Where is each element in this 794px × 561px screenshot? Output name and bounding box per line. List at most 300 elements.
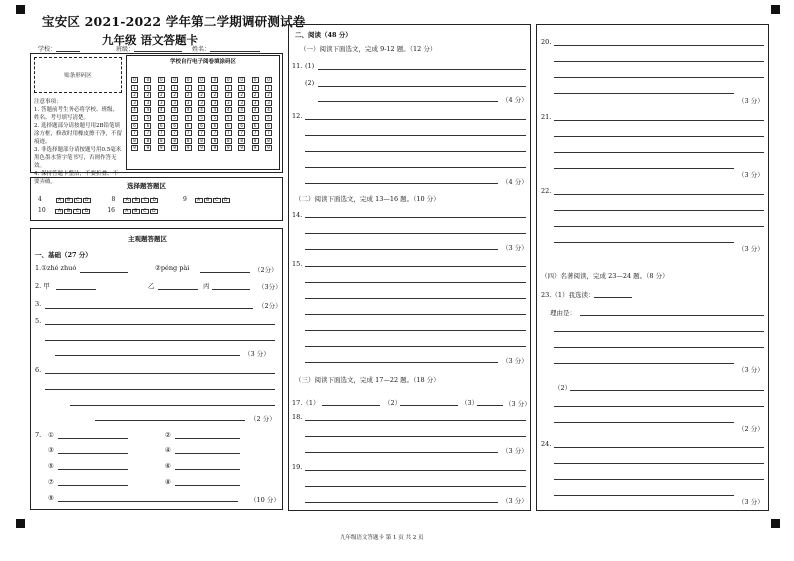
q22-answer-line[interactable] bbox=[554, 194, 764, 195]
id-grid-cell[interactable]: 1 bbox=[171, 85, 178, 91]
q24-answer-line[interactable] bbox=[554, 495, 734, 496]
id-grid-cell[interactable]: 4 bbox=[198, 107, 205, 113]
q1-score: （2分） bbox=[254, 266, 278, 274]
id-grid-column bbox=[198, 77, 207, 153]
q23-answer-line[interactable] bbox=[554, 422, 734, 423]
q11-answer-line[interactable] bbox=[318, 69, 526, 70]
choice-q8-b[interactable]: B bbox=[132, 198, 140, 203]
id-grid-cell[interactable]: 8 bbox=[171, 138, 178, 144]
q24-score: （3 分） bbox=[738, 498, 764, 506]
q7-item-5: ⑤ bbox=[48, 462, 54, 470]
q2-c-label: 丙 bbox=[203, 282, 210, 290]
id-grid-cell[interactable]: 1 bbox=[144, 85, 151, 91]
id-grid-cell[interactable]: 1 bbox=[131, 85, 138, 91]
q22-label: 22. bbox=[541, 187, 552, 195]
choice-q4-num: 4 bbox=[38, 196, 42, 203]
choice-q16-b[interactable]: B bbox=[132, 209, 140, 214]
q7-item-9: ⑨ bbox=[48, 494, 54, 502]
id-grid-cell[interactable]: 4 bbox=[131, 107, 138, 113]
choice-q9-a[interactable]: A bbox=[195, 198, 203, 203]
q23-score-2: （2 分） bbox=[738, 425, 764, 433]
id-grid-cell[interactable]: 8 bbox=[252, 138, 259, 144]
name-field-line[interactable] bbox=[210, 51, 260, 52]
q15-answer-line[interactable] bbox=[305, 266, 526, 267]
notes-block bbox=[34, 98, 122, 186]
id-grid-cell[interactable]: 8 bbox=[225, 138, 232, 144]
id-grid-cell[interactable]: 0 bbox=[131, 77, 138, 83]
name-field-label: 姓名： bbox=[192, 46, 211, 53]
q19-answer-line[interactable] bbox=[305, 502, 498, 503]
id-grid-cell[interactable]: 8 bbox=[158, 138, 165, 144]
id-grid-cell[interactable]: 3 bbox=[158, 100, 165, 106]
q3-label: 3. bbox=[35, 300, 42, 308]
choice-q10-b[interactable]: B bbox=[64, 209, 72, 214]
q7-item-1: ① bbox=[48, 431, 54, 439]
q17-c-answer-line[interactable] bbox=[477, 405, 503, 406]
q21-answer-line[interactable] bbox=[554, 136, 764, 137]
id-grid-column bbox=[144, 77, 153, 153]
q3-answer-line[interactable] bbox=[45, 308, 253, 309]
id-grid-cell[interactable]: 2 bbox=[158, 92, 165, 98]
id-grid-cell[interactable]: 9 bbox=[211, 145, 218, 151]
id-grid-cell[interactable]: 8 bbox=[211, 138, 218, 144]
id-grid-cell[interactable]: 5 bbox=[144, 115, 151, 121]
q22-answer-line[interactable] bbox=[554, 210, 764, 211]
q7-item-8: ⑧ bbox=[165, 478, 171, 486]
q7-answer-line[interactable] bbox=[58, 501, 238, 502]
id-grid-cell[interactable]: 3 bbox=[225, 100, 232, 106]
q7-label: 7. bbox=[35, 431, 42, 439]
q14-score: （3 分） bbox=[502, 244, 528, 252]
id-grid-cell[interactable]: 0 bbox=[171, 77, 178, 83]
q7-item-3: ③ bbox=[48, 446, 54, 454]
q2-b-label: 乙 bbox=[148, 282, 155, 290]
id-grid-column bbox=[158, 77, 167, 153]
part-1-heading: （一）阅读下面选文，完成 9-12 题。（12 分） bbox=[300, 45, 437, 53]
q3-score: （2分） bbox=[258, 302, 282, 310]
choice-q16-d[interactable]: D bbox=[150, 209, 158, 214]
q17-b-label: （2） bbox=[384, 399, 402, 407]
q23-answer-line[interactable] bbox=[580, 315, 764, 316]
id-grid-cell[interactable]: 6 bbox=[265, 123, 272, 129]
q15-label: 15. bbox=[292, 260, 303, 268]
id-grid-cell[interactable]: 7 bbox=[185, 130, 192, 136]
id-grid-cell[interactable]: 7 bbox=[131, 130, 138, 136]
q20-answer-line[interactable] bbox=[554, 93, 734, 94]
choice-q4-a[interactable]: A bbox=[56, 198, 64, 203]
notes-title: 注意事项： bbox=[34, 99, 62, 105]
q17-score: （3 分） bbox=[505, 400, 531, 408]
choice-q9-c[interactable]: C bbox=[213, 198, 221, 203]
q7-answer-line[interactable] bbox=[175, 438, 240, 439]
reading-panel bbox=[288, 24, 531, 511]
q1-a-label: 1.①zhé zhuó bbox=[35, 264, 77, 272]
part-2-heading: （二）阅读下面选文，完成 13—16 题。（10 分） bbox=[295, 195, 440, 203]
q19-answer-line[interactable] bbox=[305, 470, 526, 471]
q12-answer-line[interactable] bbox=[305, 167, 526, 168]
id-grid-cell[interactable]: 5 bbox=[171, 115, 178, 121]
id-grid-cell[interactable]: 2 bbox=[252, 92, 259, 98]
q12-score: （4 分） bbox=[502, 178, 528, 186]
choice-q4-c[interactable]: C bbox=[74, 198, 82, 203]
q1-a-answer-line[interactable] bbox=[80, 272, 128, 273]
q14-answer-line[interactable] bbox=[305, 233, 526, 234]
registration-mark-top-right bbox=[771, 5, 780, 14]
q24-label: 24. bbox=[541, 440, 552, 448]
q7-item-6: ⑥ bbox=[165, 462, 171, 470]
id-grid-cell[interactable]: 4 bbox=[171, 107, 178, 113]
q23-b-label: （2） bbox=[554, 384, 572, 392]
id-grid-cell[interactable]: 5 bbox=[131, 115, 138, 121]
q7-item-7: ⑦ bbox=[48, 478, 54, 486]
id-grid-cell[interactable]: 0 bbox=[252, 77, 259, 83]
q7-score: （10 分） bbox=[250, 496, 280, 504]
id-grid-cell[interactable]: 6 bbox=[171, 123, 178, 129]
id-grid-cell[interactable]: 4 bbox=[252, 107, 259, 113]
id-grid-cell[interactable]: 8 bbox=[265, 138, 272, 144]
q12-answer-line[interactable] bbox=[305, 119, 526, 120]
q18-score: （3 分） bbox=[502, 447, 528, 455]
choice-q9-d[interactable]: D bbox=[222, 198, 230, 203]
id-grid-cell[interactable]: 2 bbox=[211, 92, 218, 98]
q2-b-answer-line[interactable] bbox=[158, 289, 198, 290]
q6-score: （2 分） bbox=[250, 415, 276, 423]
id-grid-column bbox=[131, 77, 140, 153]
q24-answer-line[interactable] bbox=[554, 447, 764, 448]
id-grid-cell[interactable]: 2 bbox=[144, 92, 151, 98]
q21-answer-line[interactable] bbox=[554, 152, 764, 153]
q2-a-label: 2. 甲 bbox=[35, 282, 50, 290]
id-grid-cell[interactable]: 2 bbox=[265, 92, 272, 98]
q7-answer-line[interactable] bbox=[58, 469, 128, 470]
id-grid-cell[interactable]: 3 bbox=[211, 100, 218, 106]
q14-label: 14. bbox=[292, 211, 303, 219]
id-grid-cell[interactable]: 3 bbox=[144, 100, 151, 106]
choice-q8-a[interactable]: A bbox=[123, 198, 131, 203]
id-grid-cell[interactable]: 0 bbox=[238, 77, 245, 83]
choice-q8-c[interactable]: C bbox=[141, 198, 149, 203]
note-item: 4. 保持答题卡整洁，不要折叠、不要弄破。 bbox=[34, 171, 118, 185]
id-grid-cell[interactable]: 8 bbox=[144, 138, 151, 144]
q1-b-answer-line[interactable] bbox=[200, 272, 250, 273]
q6-answer-line[interactable] bbox=[70, 405, 275, 406]
q2-c-answer-line[interactable] bbox=[212, 289, 250, 290]
id-grid-cell[interactable]: 3 bbox=[185, 100, 192, 106]
id-grid-cell[interactable]: 7 bbox=[211, 130, 218, 136]
id-grid-cell[interactable]: 7 bbox=[158, 130, 165, 136]
q11-answer-line[interactable] bbox=[318, 101, 498, 102]
id-grid-cell[interactable]: 1 bbox=[158, 85, 165, 91]
id-grid-cell[interactable]: 0 bbox=[211, 77, 218, 83]
q19-label: 19. bbox=[292, 463, 303, 471]
id-grid-cell[interactable]: 4 bbox=[225, 107, 232, 113]
q12-answer-line[interactable] bbox=[305, 135, 526, 136]
id-grid-cell[interactable]: 0 bbox=[185, 77, 192, 83]
id-grid-cell[interactable]: 1 bbox=[238, 85, 245, 91]
q15-answer-line[interactable] bbox=[305, 314, 526, 315]
q23-answer-line[interactable] bbox=[554, 363, 734, 364]
id-grid-column bbox=[185, 77, 194, 153]
id-grid-cell[interactable]: 9 bbox=[265, 145, 272, 151]
id-grid-cell[interactable]: 2 bbox=[225, 92, 232, 98]
q7-answer-line[interactable] bbox=[58, 438, 128, 439]
id-grid-cell[interactable]: 9 bbox=[185, 145, 192, 151]
q5-label: 5. bbox=[35, 317, 42, 325]
id-grid-cell[interactable]: 7 bbox=[171, 130, 178, 136]
exam-title: 宝安区 2021-2022 学年第二学期调研测试卷 bbox=[42, 14, 306, 29]
id-grid-cell[interactable]: 0 bbox=[158, 77, 165, 83]
id-grid-cell[interactable]: 5 bbox=[158, 115, 165, 121]
q7-answer-line[interactable] bbox=[175, 469, 240, 470]
registration-mark-top-left bbox=[16, 5, 25, 14]
id-grid-cell[interactable]: 6 bbox=[144, 123, 151, 129]
q22-answer-line[interactable] bbox=[554, 226, 764, 227]
q21-answer-line[interactable] bbox=[554, 120, 764, 121]
q7-item-2: ② bbox=[165, 431, 171, 439]
registration-mark-bottom-right bbox=[771, 519, 780, 528]
q14-answer-line[interactable] bbox=[305, 249, 498, 250]
choice-q10-num: 10 bbox=[38, 207, 46, 214]
q11-a-label: (1) bbox=[305, 62, 315, 70]
id-grid-cell[interactable]: 7 bbox=[252, 130, 259, 136]
id-grid-cell[interactable]: 9 bbox=[198, 145, 205, 151]
q5-score: （3 分） bbox=[244, 350, 270, 358]
q23-answer-line[interactable] bbox=[570, 390, 764, 391]
choice-q4-b[interactable]: B bbox=[65, 198, 73, 203]
id-grid-cell[interactable]: 9 bbox=[144, 145, 151, 151]
id-grid-cell[interactable]: 0 bbox=[265, 77, 272, 83]
q20-answer-line[interactable] bbox=[554, 45, 764, 46]
q1-b-label: ②péng pài bbox=[155, 264, 190, 272]
q18-answer-line[interactable] bbox=[305, 420, 526, 421]
q18-label: 18. bbox=[292, 413, 303, 421]
q23-score-1: （3 分） bbox=[738, 366, 764, 374]
q15-answer-line[interactable] bbox=[305, 330, 526, 331]
class-field-line[interactable] bbox=[134, 51, 182, 52]
q15-answer-line[interactable] bbox=[305, 362, 498, 363]
id-grid-cell[interactable]: 1 bbox=[211, 85, 218, 91]
id-grid-cell[interactable]: 9 bbox=[225, 145, 232, 151]
q20-label: 20. bbox=[541, 38, 552, 46]
id-grid-column bbox=[171, 77, 180, 153]
id-grid-cell[interactable]: 4 bbox=[238, 107, 245, 113]
q18-answer-line[interactable] bbox=[305, 452, 498, 453]
id-grid-cell[interactable]: 7 bbox=[144, 130, 151, 136]
choice-row-2 bbox=[38, 207, 159, 214]
q6-answer-line[interactable] bbox=[95, 420, 245, 421]
choice-q10-c[interactable]: C bbox=[73, 209, 81, 214]
id-grid-column bbox=[225, 77, 234, 153]
q12-answer-line[interactable] bbox=[305, 151, 526, 152]
q19-answer-line[interactable] bbox=[305, 486, 526, 487]
id-grid-cell[interactable]: 9 bbox=[238, 145, 245, 151]
subjective-area-title: 主观题答题区 bbox=[128, 235, 167, 243]
q23-answer-line[interactable] bbox=[554, 331, 764, 332]
q15-answer-line[interactable] bbox=[305, 298, 526, 299]
id-grid-cell[interactable]: 2 bbox=[198, 92, 205, 98]
id-grid-cell[interactable]: 8 bbox=[185, 138, 192, 144]
id-grid-cell[interactable]: 6 bbox=[211, 123, 218, 129]
q15-answer-line[interactable] bbox=[305, 346, 526, 347]
q5-answer-line[interactable] bbox=[55, 355, 240, 356]
id-grid-cell[interactable]: 6 bbox=[131, 123, 138, 129]
q23-answer-line[interactable] bbox=[554, 347, 764, 348]
id-grid-cell[interactable]: 0 bbox=[198, 77, 205, 83]
id-grid-cell[interactable]: 7 bbox=[198, 130, 205, 136]
id-grid-cell[interactable]: 6 bbox=[225, 123, 232, 129]
q11-answer-line[interactable] bbox=[318, 86, 526, 87]
id-grid-cell[interactable]: 3 bbox=[252, 100, 259, 106]
q20-answer-line[interactable] bbox=[554, 61, 764, 62]
q6-answer-line[interactable] bbox=[45, 389, 275, 390]
q21-label: 21. bbox=[541, 113, 552, 121]
id-grid-cell[interactable]: 0 bbox=[225, 77, 232, 83]
choice-q16-c[interactable]: C bbox=[141, 209, 149, 214]
q23-label: 23.（1）我选读： bbox=[541, 291, 595, 299]
q11-label: 11. bbox=[292, 62, 303, 70]
q6-answer-line[interactable] bbox=[45, 373, 275, 374]
q23-answer-line[interactable] bbox=[554, 406, 764, 407]
id-grid-cell[interactable]: 3 bbox=[238, 100, 245, 106]
id-grid-cell[interactable]: 3 bbox=[265, 100, 272, 106]
q7-answer-line[interactable] bbox=[58, 453, 128, 454]
choice-q16-num: 16 bbox=[107, 207, 115, 214]
card-subtitle: 九年级 语文答题卡 bbox=[102, 33, 199, 47]
q2-a-answer-line[interactable] bbox=[56, 289, 96, 290]
q14-answer-line[interactable] bbox=[305, 217, 526, 218]
q23-reason-label: 理由是： bbox=[550, 309, 576, 317]
id-grid-cell[interactable]: 1 bbox=[252, 85, 259, 91]
q7-answer-line[interactable] bbox=[58, 485, 128, 486]
id-grid-cell[interactable]: 2 bbox=[171, 92, 178, 98]
choice-area-title: 选择题答题区 bbox=[127, 182, 166, 190]
id-grid-column bbox=[252, 77, 261, 153]
id-grid-cell[interactable]: 5 bbox=[238, 115, 245, 121]
id-grid-cell[interactable]: 3 bbox=[171, 100, 178, 106]
id-grid-cell[interactable]: 5 bbox=[198, 115, 205, 121]
id-grid-cell[interactable]: 9 bbox=[171, 145, 178, 151]
barcode-area bbox=[34, 57, 122, 93]
q20-answer-line[interactable] bbox=[554, 77, 764, 78]
q12-label: 12. bbox=[292, 112, 303, 120]
id-grid-cell[interactable]: 7 bbox=[265, 130, 272, 136]
q17-label: 17.（1） bbox=[292, 399, 320, 407]
q23-book-answer-line[interactable] bbox=[594, 297, 632, 298]
id-grid-cell[interactable]: 4 bbox=[144, 107, 151, 113]
id-grid-cell[interactable]: 6 bbox=[198, 123, 205, 129]
id-grid-cell[interactable]: 2 bbox=[238, 92, 245, 98]
q22-answer-line[interactable] bbox=[554, 242, 734, 243]
id-grid-cell[interactable]: 5 bbox=[211, 115, 218, 121]
barcode-label: 贴条形码区 bbox=[64, 73, 92, 79]
choice-q9-num: 9 bbox=[183, 196, 187, 203]
q7-answer-line[interactable] bbox=[175, 453, 240, 454]
id-grid-cell[interactable]: 8 bbox=[198, 138, 205, 144]
choice-q10-a[interactable]: A bbox=[55, 209, 63, 214]
q21-score: （3 分） bbox=[738, 171, 764, 179]
q19-score: （3 分） bbox=[502, 497, 528, 505]
id-grid-cell[interactable]: 6 bbox=[185, 123, 192, 129]
school-field-label: 学校： bbox=[38, 46, 57, 53]
id-grid-cell[interactable]: 1 bbox=[185, 85, 192, 91]
note-item: 2. 选择题部分请按题号用2B铅笔填涂方框，修改时用橡皮擦干净，不留痕迹。 bbox=[34, 123, 123, 145]
id-grid-cell[interactable]: 4 bbox=[185, 107, 192, 113]
q17-b-answer-line[interactable] bbox=[400, 405, 458, 406]
id-grid-cell[interactable]: 5 bbox=[225, 115, 232, 121]
choice-q8-num: 8 bbox=[111, 196, 116, 203]
id-grid-cell[interactable]: 2 bbox=[185, 92, 192, 98]
choice-q10-d[interactable]: D bbox=[82, 209, 90, 214]
id-grid-cell[interactable]: 2 bbox=[131, 92, 138, 98]
id-grid-cell[interactable]: 4 bbox=[158, 107, 165, 113]
school-field-line[interactable] bbox=[56, 51, 80, 52]
id-grid-cell[interactable]: 7 bbox=[238, 130, 245, 136]
id-grid-cell[interactable]: 7 bbox=[225, 130, 232, 136]
id-grid-cell[interactable]: 8 bbox=[131, 138, 138, 144]
note-item: 3. 非选择题部分请按题号用0.5毫米黑色墨水签字笔书写，否则作答无效。 bbox=[34, 147, 122, 169]
q22-score: （3 分） bbox=[738, 245, 764, 253]
id-grid-cell[interactable]: 1 bbox=[198, 85, 205, 91]
note-item: 1. 答题前考生务必将学校、班级、姓名、考号填写清楚。 bbox=[34, 107, 118, 121]
id-grid-cell[interactable]: 1 bbox=[265, 85, 272, 91]
id-grid-cell[interactable]: 9 bbox=[131, 145, 138, 151]
id-grid-cell[interactable]: 0 bbox=[144, 77, 151, 83]
q12-answer-line[interactable] bbox=[305, 183, 498, 184]
q5-answer-line[interactable] bbox=[45, 324, 275, 325]
id-grid-cell[interactable]: 5 bbox=[265, 115, 272, 121]
choice-q16-a[interactable]: A bbox=[123, 209, 131, 214]
q11-b-label: (2) bbox=[305, 79, 315, 87]
id-grid-cell[interactable]: 8 bbox=[238, 138, 245, 144]
id-grid-cell[interactable]: 9 bbox=[252, 145, 259, 151]
id-grid-cell[interactable]: 3 bbox=[198, 100, 205, 106]
id-grid-cell[interactable]: 5 bbox=[185, 115, 192, 121]
q17-a-answer-line[interactable] bbox=[322, 405, 380, 406]
id-grid-column bbox=[211, 77, 220, 153]
id-grid-cell[interactable]: 5 bbox=[252, 115, 259, 121]
id-grid-title: 学校自行电子阅卷填涂码区 bbox=[169, 59, 236, 65]
q5-answer-line[interactable] bbox=[45, 340, 275, 341]
part-4-heading: （四）名著阅读，完成 23—24 题。（8 分） bbox=[541, 272, 669, 280]
q11-score: （4 分） bbox=[502, 96, 528, 104]
id-grid-cell[interactable]: 1 bbox=[225, 85, 232, 91]
id-grid-column bbox=[265, 77, 274, 153]
choice-q4-d[interactable]: D bbox=[83, 198, 91, 203]
q6-label: 6. bbox=[35, 366, 42, 374]
section-1-heading: 一、基础（27 分） bbox=[35, 251, 92, 259]
id-grid-cell[interactable]: 6 bbox=[252, 123, 259, 129]
q15-score: （3 分） bbox=[502, 357, 528, 365]
id-grid-cell[interactable]: 6 bbox=[158, 123, 165, 129]
q18-answer-line[interactable] bbox=[305, 436, 526, 437]
id-grid-cell[interactable]: 3 bbox=[131, 100, 138, 106]
class-field-label: 班级： bbox=[116, 46, 135, 53]
id-grid-cell[interactable]: 6 bbox=[238, 123, 245, 129]
q17-c-label: （3） bbox=[461, 399, 479, 407]
choice-q8-d[interactable]: D bbox=[150, 198, 158, 203]
q7-answer-line[interactable] bbox=[175, 485, 240, 486]
q15-answer-line[interactable] bbox=[305, 282, 526, 283]
q21-answer-line[interactable] bbox=[554, 168, 734, 169]
id-grid-cell[interactable]: 4 bbox=[265, 107, 272, 113]
q24-answer-line[interactable] bbox=[554, 479, 764, 480]
id-grid-cell[interactable]: 4 bbox=[211, 107, 218, 113]
id-grid-column bbox=[238, 77, 247, 153]
q24-answer-line[interactable] bbox=[554, 463, 764, 464]
id-grid-cell[interactable]: 9 bbox=[158, 145, 165, 151]
section-2-heading: 二、阅读（48 分） bbox=[295, 31, 352, 39]
choice-q9-b[interactable]: B bbox=[204, 198, 212, 203]
